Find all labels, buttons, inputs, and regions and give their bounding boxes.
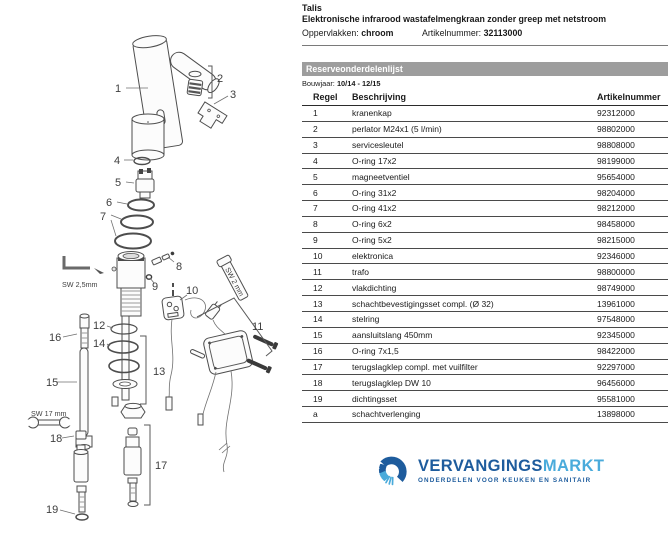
cell-regel: 3 [302, 137, 352, 153]
product-description: Elektronische infrarood wastafelmengkraan zonder greep met netstroom [302, 14, 607, 24]
callout-17: 17 [155, 460, 168, 472]
cell-regel: 15 [302, 327, 352, 343]
cell-beschrijving: perlator M24x1 (5 l/min) [352, 121, 597, 137]
surface-value: chroom [361, 28, 394, 38]
cell-artikelnummer: 95581000 [597, 391, 668, 407]
allen-key-sw25-icon [64, 256, 104, 274]
cell-beschrijving: servicesleutel [352, 137, 597, 153]
cell-artikelnummer: 98458000 [597, 216, 668, 232]
table-row [302, 169, 668, 185]
cell-regel: 7 [302, 201, 352, 217]
parts-table-body [302, 106, 668, 423]
cell-beschrijving: elektronica [352, 248, 597, 264]
table-row [302, 137, 668, 153]
cell-regel: 10 [302, 248, 352, 264]
cell-regel: 13 [302, 296, 352, 312]
o-ring-31x2-drawing [128, 200, 154, 211]
table-row [302, 407, 668, 423]
surface-label: Oppervlakken: [302, 28, 359, 38]
annotation-sw17: SW 17 mm [31, 409, 67, 418]
cell-regel: 4 [302, 153, 352, 169]
logo-tagline: ONDERDELEN VOOR KEUKEN EN SANITAIR [418, 477, 592, 484]
callout-15: 15 [46, 377, 59, 389]
cell-beschrijving: O-ring 5x2 [352, 232, 597, 248]
header-divider [302, 45, 668, 46]
open-end-wrench-icon [25, 417, 73, 428]
cell-artikelnummer: 98199000 [597, 153, 668, 169]
cell-artikelnummer: 98204000 [597, 185, 668, 201]
cell-regel: 12 [302, 280, 352, 296]
spare-parts-table [302, 92, 668, 423]
cell-regel: 8 [302, 216, 352, 232]
table-row [302, 106, 668, 122]
shaft-and-rings-drawing [108, 316, 145, 418]
cell-artikelnummer: 92346000 [597, 248, 668, 264]
cell-beschrijving: O-ring 6x2 [352, 216, 597, 232]
callout-18: 18 [50, 433, 63, 445]
callout-2: 2 [217, 73, 224, 85]
callout-8: 8 [176, 261, 183, 273]
product-meta [302, 28, 668, 39]
bracket-13 [140, 336, 146, 404]
cell-beschrijving: vlakdichting [352, 280, 597, 296]
table-row [302, 311, 668, 327]
bracket-17 [144, 425, 150, 505]
cell-artikelnummer: 98215000 [597, 232, 668, 248]
cell-artikelnummer: 92312000 [597, 106, 668, 122]
column-header-beschrijving: Beschrijving [352, 92, 597, 106]
body-sleeve-drawing [132, 114, 164, 160]
column-header-artikelnummer: Artikelnummer [597, 92, 668, 106]
cell-regel: 18 [302, 375, 352, 391]
cell-artikelnummer: 96456000 [597, 375, 668, 391]
cell-artikelnummer: 13898000 [597, 407, 668, 423]
table-row [302, 343, 668, 359]
o-ring-41x2-drawing [115, 216, 153, 249]
cell-beschrijving: O-ring 41x2 [352, 201, 597, 217]
table-row [302, 185, 668, 201]
cell-artikelnummer: 98802000 [597, 121, 668, 137]
logo-brand-text [418, 458, 604, 474]
callout-12: 12 [93, 320, 106, 332]
cell-artikelnummer: 95654000 [597, 169, 668, 185]
cell-artikelnummer: 92345000 [597, 327, 668, 343]
logo-brand-secondary: MARKT [542, 457, 605, 475]
callout-11: 11 [252, 321, 264, 333]
service-key-drawing [195, 102, 227, 132]
cell-beschrijving: O-ring 7x1,5 [352, 343, 597, 359]
shaft-housing-drawing [112, 252, 152, 317]
trafo-drawing [190, 300, 279, 472]
magnet-valve-drawing [136, 168, 154, 198]
cell-regel: 6 [302, 185, 352, 201]
table-header-row [302, 92, 668, 106]
build-year-value: 10/14 - 12/15 [336, 79, 381, 88]
table-row [302, 264, 668, 280]
callout-13: 13 [153, 366, 166, 378]
build-year [302, 79, 381, 88]
callout-7: 7 [100, 211, 107, 223]
column-header-regel: Regel [302, 92, 352, 106]
callout-19: 19 [46, 504, 59, 516]
cell-beschrijving: stelring [352, 311, 597, 327]
cell-beschrijving: schachtverlenging [352, 407, 597, 423]
product-name: Talis [302, 3, 322, 13]
cell-regel: 16 [302, 343, 352, 359]
table-row [302, 201, 668, 217]
cell-artikelnummer: 98800000 [597, 264, 668, 280]
check-valve-17-drawing [124, 428, 141, 507]
build-year-label: Bouwjaar: [302, 79, 335, 88]
callout-16: 16 [49, 332, 62, 344]
cell-beschrijving: dichtingsset [352, 391, 597, 407]
article-value: 32113000 [483, 28, 523, 38]
annotation-sw25: SW 2,5mm [62, 280, 98, 289]
screw-set-drawing [152, 251, 176, 265]
cell-regel: 19 [302, 391, 352, 407]
cell-beschrijving: kranenkap [352, 106, 597, 122]
cell-beschrijving: trafo [352, 264, 597, 280]
electronics-drawing [162, 283, 206, 410]
callout-14: 14 [93, 338, 106, 350]
table-row [302, 375, 668, 391]
callout-1: 1 [115, 83, 122, 95]
cell-beschrijving: terugslagklep DW 10 [352, 375, 597, 391]
cell-regel: a [302, 407, 352, 423]
cell-regel: 2 [302, 121, 352, 137]
document-header [302, 3, 668, 39]
cell-beschrijving: aansluitslang 450mm [352, 327, 597, 343]
callout-9: 9 [152, 281, 159, 293]
table-row [302, 232, 668, 248]
cell-artikelnummer: 98749000 [597, 280, 668, 296]
cell-beschrijving: O-ring 17x2 [352, 153, 597, 169]
cell-artikelnummer: 92297000 [597, 359, 668, 375]
cell-beschrijving: schachtbevestigingsset compl. (Ø 32) [352, 296, 597, 312]
callout-6: 6 [106, 197, 113, 209]
table-row [302, 296, 668, 312]
cell-artikelnummer: 97548000 [597, 311, 668, 327]
table-row [302, 153, 668, 169]
cell-regel: 11 [302, 264, 352, 280]
section-title-bar: Reserveonderdelenlijst [302, 62, 668, 76]
cell-regel: 1 [302, 106, 352, 122]
annotation-sw2: SW 2 mm [223, 265, 247, 298]
callout-3: 3 [230, 89, 237, 101]
table-row [302, 216, 668, 232]
logo-fan-icon [376, 452, 410, 488]
callout-10: 10 [186, 285, 199, 297]
cell-artikelnummer: 98212000 [597, 201, 668, 217]
table-row [302, 327, 668, 343]
table-row [302, 359, 668, 375]
cell-regel: 17 [302, 359, 352, 375]
cell-beschrijving: O-ring 31x2 [352, 185, 597, 201]
cell-regel: 5 [302, 169, 352, 185]
logo-brand-primary: VERVANGINGS [418, 457, 543, 475]
cell-regel: 14 [302, 311, 352, 327]
cell-beschrijving: terugslagklep compl. met vuilfilter [352, 359, 597, 375]
table-row [302, 248, 668, 264]
callout-4: 4 [114, 155, 121, 167]
table-row [302, 121, 668, 137]
cell-regel: 9 [302, 232, 352, 248]
cell-beschrijving: magneetventiel [352, 169, 597, 185]
cell-artikelnummer: 98422000 [597, 343, 668, 359]
hose-drawing [76, 314, 92, 450]
article-label: Artikelnummer: [421, 28, 482, 38]
table-row [302, 280, 668, 296]
callout-5: 5 [115, 177, 122, 189]
exploded-parts-diagram [0, 0, 302, 550]
table-row [302, 391, 668, 407]
vervangingsmarkt-logo [376, 452, 604, 488]
cell-artikelnummer: 13961000 [597, 296, 668, 312]
cell-artikelnummer: 98808000 [597, 137, 668, 153]
